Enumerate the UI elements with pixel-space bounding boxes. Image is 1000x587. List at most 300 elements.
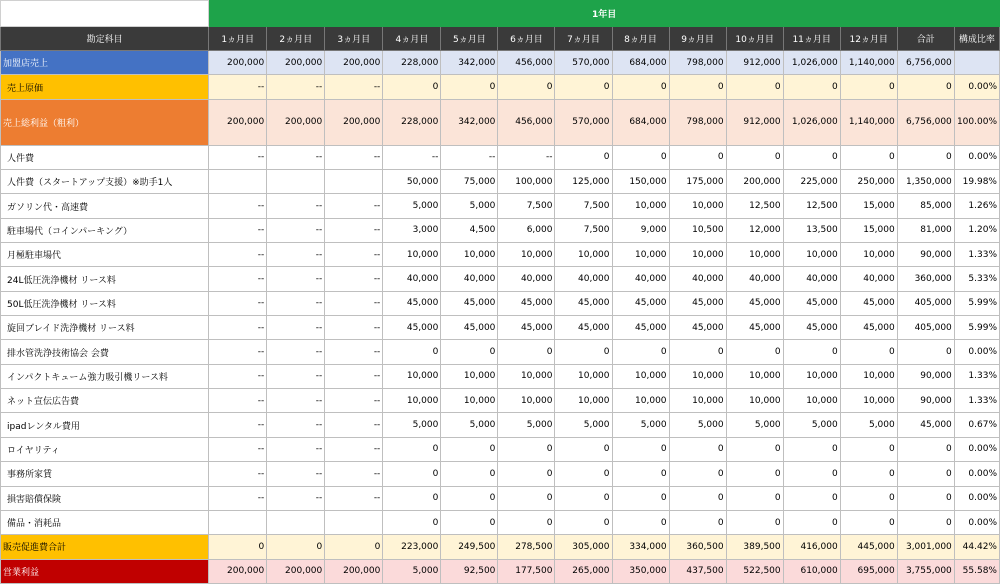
value-cell-month-1[interactable]: 200,000: [209, 559, 267, 583]
value-cell-month-8[interactable]: 350,000: [612, 559, 669, 583]
value-cell-month-8[interactable]: 5,000: [612, 413, 669, 437]
value-cell-month-6[interactable]: 0: [498, 462, 555, 486]
value-cell-month-7[interactable]: 0: [555, 75, 612, 99]
month-header-11[interactable]: 11ヵ月目: [783, 27, 840, 51]
ratio-cell[interactable]: 1.33%: [954, 364, 999, 388]
month-header-8[interactable]: 8ヵ月目: [612, 27, 669, 51]
value-cell-month-10[interactable]: 0: [726, 75, 783, 99]
value-cell-month-4[interactable]: 5,000: [383, 413, 441, 437]
total-cell[interactable]: 81,000: [897, 218, 954, 242]
value-cell-month-10[interactable]: 0: [726, 462, 783, 486]
value-cell-month-6[interactable]: 100,000: [498, 170, 555, 194]
row-label[interactable]: 50L低圧洗浄機材 リース料: [1, 291, 209, 315]
total-cell[interactable]: 90,000: [897, 389, 954, 413]
value-cell-month-10[interactable]: 200,000: [726, 170, 783, 194]
value-cell-month-5[interactable]: 0: [441, 340, 498, 364]
value-cell-month-3[interactable]: --: [325, 194, 383, 218]
ratio-cell[interactable]: 1.33%: [954, 243, 999, 267]
value-cell-month-3[interactable]: 200,000: [325, 51, 383, 75]
value-cell-month-3[interactable]: --: [325, 291, 383, 315]
value-cell-month-1[interactable]: --: [209, 364, 267, 388]
value-cell-month-9[interactable]: 175,000: [669, 170, 726, 194]
row-label[interactable]: 売上原価: [1, 75, 209, 99]
row-label[interactable]: 損害賠償保険: [1, 486, 209, 510]
value-cell-month-8[interactable]: 9,000: [612, 218, 669, 242]
value-cell-month-4[interactable]: 0: [383, 340, 441, 364]
ratio-cell[interactable]: 5.33%: [954, 267, 999, 291]
row-label[interactable]: ネット宣伝広告費: [1, 389, 209, 413]
row-label[interactable]: 24L低圧洗浄機材 リース料: [1, 267, 209, 291]
value-cell-month-2[interactable]: --: [267, 291, 325, 315]
value-cell-month-6[interactable]: 10,000: [498, 243, 555, 267]
value-cell-month-9[interactable]: 0: [669, 437, 726, 461]
value-cell-month-3[interactable]: [325, 170, 383, 194]
value-cell-month-12[interactable]: 0: [840, 145, 897, 169]
value-cell-month-11[interactable]: 10,000: [783, 389, 840, 413]
row-label[interactable]: 旋回ブレイド洗浄機材 リース料: [1, 316, 209, 340]
value-cell-month-6[interactable]: 177,500: [498, 559, 555, 583]
value-cell-month-1[interactable]: --: [209, 437, 267, 461]
value-cell-month-4[interactable]: 5,000: [383, 194, 441, 218]
value-cell-month-6[interactable]: 10,000: [498, 389, 555, 413]
value-cell-month-5[interactable]: 10,000: [441, 389, 498, 413]
value-cell-month-7[interactable]: 7,500: [555, 218, 612, 242]
value-cell-month-4[interactable]: 0: [383, 486, 441, 510]
total-cell[interactable]: 0: [897, 340, 954, 364]
value-cell-month-3[interactable]: --: [325, 316, 383, 340]
value-cell-month-1[interactable]: 200,000: [209, 51, 267, 75]
value-cell-month-4[interactable]: 40,000: [383, 267, 441, 291]
value-cell-month-6[interactable]: 6,000: [498, 218, 555, 242]
value-cell-month-4[interactable]: 0: [383, 510, 441, 534]
value-cell-month-8[interactable]: 0: [612, 145, 669, 169]
value-cell-month-10[interactable]: 12,500: [726, 194, 783, 218]
value-cell-month-7[interactable]: 7,500: [555, 194, 612, 218]
value-cell-month-5[interactable]: 40,000: [441, 267, 498, 291]
value-cell-month-9[interactable]: 0: [669, 510, 726, 534]
month-header-2[interactable]: 2ヵ月目: [267, 27, 325, 51]
value-cell-month-9[interactable]: 10,000: [669, 389, 726, 413]
row-label[interactable]: 備品・消耗品: [1, 510, 209, 534]
value-cell-month-11[interactable]: 0: [783, 145, 840, 169]
month-header-4[interactable]: 4ヵ月目: [383, 27, 441, 51]
value-cell-month-11[interactable]: 10,000: [783, 364, 840, 388]
value-cell-month-2[interactable]: --: [267, 316, 325, 340]
value-cell-month-8[interactable]: 0: [612, 75, 669, 99]
total-cell[interactable]: 3,001,000: [897, 535, 954, 559]
total-cell[interactable]: 0: [897, 75, 954, 99]
value-cell-month-9[interactable]: 45,000: [669, 291, 726, 315]
value-cell-month-2[interactable]: 200,000: [267, 99, 325, 145]
value-cell-month-10[interactable]: 912,000: [726, 99, 783, 145]
value-cell-month-7[interactable]: 0: [555, 437, 612, 461]
value-cell-month-5[interactable]: 92,500: [441, 559, 498, 583]
month-header-10[interactable]: 10ヵ月目: [726, 27, 783, 51]
value-cell-month-3[interactable]: 200,000: [325, 99, 383, 145]
value-cell-month-4[interactable]: 0: [383, 437, 441, 461]
account-header[interactable]: 勘定科目: [1, 27, 209, 51]
total-cell[interactable]: 405,000: [897, 291, 954, 315]
value-cell-month-5[interactable]: 249,500: [441, 535, 498, 559]
value-cell-month-9[interactable]: 360,500: [669, 535, 726, 559]
value-cell-month-6[interactable]: 0: [498, 75, 555, 99]
value-cell-month-9[interactable]: 10,500: [669, 218, 726, 242]
value-cell-month-10[interactable]: 0: [726, 510, 783, 534]
value-cell-month-11[interactable]: 0: [783, 486, 840, 510]
value-cell-month-11[interactable]: 12,500: [783, 194, 840, 218]
value-cell-month-4[interactable]: 10,000: [383, 364, 441, 388]
value-cell-month-9[interactable]: 5,000: [669, 413, 726, 437]
total-cell[interactable]: 0: [897, 145, 954, 169]
value-cell-month-2[interactable]: 200,000: [267, 51, 325, 75]
value-cell-month-12[interactable]: 15,000: [840, 218, 897, 242]
month-header-3[interactable]: 3ヵ月目: [325, 27, 383, 51]
value-cell-month-12[interactable]: 695,000: [840, 559, 897, 583]
value-cell-month-3[interactable]: 0: [325, 535, 383, 559]
value-cell-month-4[interactable]: 5,000: [383, 559, 441, 583]
value-cell-month-5[interactable]: 0: [441, 462, 498, 486]
total-cell[interactable]: 405,000: [897, 316, 954, 340]
value-cell-month-1[interactable]: --: [209, 316, 267, 340]
value-cell-month-11[interactable]: 0: [783, 75, 840, 99]
total-cell[interactable]: 6,756,000: [897, 51, 954, 75]
ratio-cell[interactable]: 0.67%: [954, 413, 999, 437]
value-cell-month-11[interactable]: 610,000: [783, 559, 840, 583]
month-header-12[interactable]: 12ヵ月目: [840, 27, 897, 51]
value-cell-month-10[interactable]: 389,500: [726, 535, 783, 559]
value-cell-month-9[interactable]: 798,000: [669, 99, 726, 145]
value-cell-month-5[interactable]: 0: [441, 75, 498, 99]
value-cell-month-11[interactable]: 0: [783, 462, 840, 486]
value-cell-month-5[interactable]: 10,000: [441, 364, 498, 388]
value-cell-month-8[interactable]: 0: [612, 462, 669, 486]
value-cell-month-12[interactable]: 1,140,000: [840, 99, 897, 145]
value-cell-month-11[interactable]: 1,026,000: [783, 99, 840, 145]
value-cell-month-7[interactable]: 40,000: [555, 267, 612, 291]
value-cell-month-11[interactable]: 0: [783, 437, 840, 461]
total-cell[interactable]: 3,755,000: [897, 559, 954, 583]
value-cell-month-8[interactable]: 0: [612, 437, 669, 461]
value-cell-month-1[interactable]: --: [209, 291, 267, 315]
value-cell-month-1[interactable]: 0: [209, 535, 267, 559]
value-cell-month-6[interactable]: 10,000: [498, 364, 555, 388]
value-cell-month-5[interactable]: 45,000: [441, 291, 498, 315]
value-cell-month-1[interactable]: --: [209, 243, 267, 267]
value-cell-month-5[interactable]: 75,000: [441, 170, 498, 194]
value-cell-month-3[interactable]: --: [325, 437, 383, 461]
value-cell-month-1[interactable]: --: [209, 486, 267, 510]
value-cell-month-2[interactable]: --: [267, 389, 325, 413]
value-cell-month-8[interactable]: 0: [612, 340, 669, 364]
total-cell[interactable]: 1,350,000: [897, 170, 954, 194]
value-cell-month-12[interactable]: 0: [840, 75, 897, 99]
value-cell-month-9[interactable]: 0: [669, 486, 726, 510]
value-cell-month-10[interactable]: 0: [726, 486, 783, 510]
value-cell-month-7[interactable]: 570,000: [555, 51, 612, 75]
value-cell-month-10[interactable]: 45,000: [726, 291, 783, 315]
value-cell-month-5[interactable]: 10,000: [441, 243, 498, 267]
value-cell-month-2[interactable]: --: [267, 364, 325, 388]
value-cell-month-10[interactable]: 0: [726, 340, 783, 364]
value-cell-month-7[interactable]: 0: [555, 510, 612, 534]
value-cell-month-5[interactable]: 5,000: [441, 413, 498, 437]
value-cell-month-8[interactable]: 0: [612, 510, 669, 534]
value-cell-month-7[interactable]: 570,000: [555, 99, 612, 145]
ratio-cell[interactable]: 0.00%: [954, 486, 999, 510]
value-cell-month-10[interactable]: 45,000: [726, 316, 783, 340]
blank-cell[interactable]: [1, 1, 209, 27]
value-cell-month-6[interactable]: 45,000: [498, 291, 555, 315]
ratio-header[interactable]: 構成比率: [954, 27, 999, 51]
value-cell-month-4[interactable]: 3,000: [383, 218, 441, 242]
total-cell[interactable]: 0: [897, 437, 954, 461]
value-cell-month-3[interactable]: --: [325, 413, 383, 437]
value-cell-month-10[interactable]: 0: [726, 145, 783, 169]
value-cell-month-10[interactable]: 12,000: [726, 218, 783, 242]
value-cell-month-7[interactable]: 0: [555, 145, 612, 169]
month-header-7[interactable]: 7ヵ月目: [555, 27, 612, 51]
value-cell-month-3[interactable]: --: [325, 75, 383, 99]
value-cell-month-4[interactable]: 223,000: [383, 535, 441, 559]
total-cell[interactable]: 0: [897, 510, 954, 534]
value-cell-month-2[interactable]: 200,000: [267, 559, 325, 583]
value-cell-month-1[interactable]: --: [209, 218, 267, 242]
row-label[interactable]: 加盟店売上: [1, 51, 209, 75]
value-cell-month-1[interactable]: --: [209, 340, 267, 364]
value-cell-month-2[interactable]: --: [267, 194, 325, 218]
value-cell-month-5[interactable]: 0: [441, 510, 498, 534]
value-cell-month-4[interactable]: 45,000: [383, 291, 441, 315]
value-cell-month-8[interactable]: 45,000: [612, 316, 669, 340]
ratio-cell[interactable]: 1.33%: [954, 389, 999, 413]
value-cell-month-10[interactable]: 10,000: [726, 364, 783, 388]
value-cell-month-4[interactable]: --: [383, 145, 441, 169]
value-cell-month-8[interactable]: 0: [612, 486, 669, 510]
value-cell-month-9[interactable]: 0: [669, 340, 726, 364]
value-cell-month-11[interactable]: 225,000: [783, 170, 840, 194]
value-cell-month-9[interactable]: 0: [669, 145, 726, 169]
value-cell-month-6[interactable]: 5,000: [498, 413, 555, 437]
ratio-cell[interactable]: 0.00%: [954, 75, 999, 99]
row-label[interactable]: インパクトキューム強力吸引機リース料: [1, 364, 209, 388]
value-cell-month-2[interactable]: --: [267, 75, 325, 99]
value-cell-month-10[interactable]: 5,000: [726, 413, 783, 437]
value-cell-month-4[interactable]: 10,000: [383, 389, 441, 413]
value-cell-month-1[interactable]: --: [209, 267, 267, 291]
value-cell-month-3[interactable]: --: [325, 145, 383, 169]
row-label[interactable]: 人件費（スタートアップ支援）※助手1人: [1, 170, 209, 194]
total-cell[interactable]: 45,000: [897, 413, 954, 437]
value-cell-month-7[interactable]: 10,000: [555, 389, 612, 413]
ratio-cell[interactable]: 0.00%: [954, 462, 999, 486]
value-cell-month-2[interactable]: --: [267, 340, 325, 364]
total-cell[interactable]: 0: [897, 462, 954, 486]
value-cell-month-6[interactable]: 7,500: [498, 194, 555, 218]
value-cell-month-7[interactable]: 0: [555, 462, 612, 486]
value-cell-month-7[interactable]: 0: [555, 486, 612, 510]
month-header-5[interactable]: 5ヵ月目: [441, 27, 498, 51]
ratio-cell[interactable]: 0.00%: [954, 510, 999, 534]
value-cell-month-12[interactable]: 15,000: [840, 194, 897, 218]
value-cell-month-12[interactable]: 10,000: [840, 389, 897, 413]
value-cell-month-1[interactable]: [209, 170, 267, 194]
total-cell[interactable]: 90,000: [897, 364, 954, 388]
value-cell-month-11[interactable]: 45,000: [783, 291, 840, 315]
value-cell-month-3[interactable]: --: [325, 389, 383, 413]
row-label[interactable]: 販売促進費合計: [1, 535, 209, 559]
value-cell-month-7[interactable]: 0: [555, 340, 612, 364]
value-cell-month-3[interactable]: 200,000: [325, 559, 383, 583]
value-cell-month-8[interactable]: 45,000: [612, 291, 669, 315]
row-label[interactable]: 売上総利益（粗利）: [1, 99, 209, 145]
value-cell-month-11[interactable]: 10,000: [783, 243, 840, 267]
value-cell-month-2[interactable]: --: [267, 486, 325, 510]
value-cell-month-2[interactable]: --: [267, 243, 325, 267]
value-cell-month-3[interactable]: --: [325, 364, 383, 388]
value-cell-month-1[interactable]: [209, 510, 267, 534]
value-cell-month-6[interactable]: 278,500: [498, 535, 555, 559]
value-cell-month-4[interactable]: 228,000: [383, 99, 441, 145]
value-cell-month-2[interactable]: --: [267, 145, 325, 169]
value-cell-month-7[interactable]: 45,000: [555, 291, 612, 315]
month-header-1[interactable]: 1ヵ月目: [209, 27, 267, 51]
value-cell-month-8[interactable]: 684,000: [612, 51, 669, 75]
value-cell-month-6[interactable]: 0: [498, 510, 555, 534]
value-cell-month-6[interactable]: 40,000: [498, 267, 555, 291]
value-cell-month-12[interactable]: 0: [840, 462, 897, 486]
value-cell-month-7[interactable]: 265,000: [555, 559, 612, 583]
value-cell-month-2[interactable]: [267, 170, 325, 194]
month-header-6[interactable]: 6ヵ月目: [498, 27, 555, 51]
value-cell-month-8[interactable]: 684,000: [612, 99, 669, 145]
row-label[interactable]: ガソリン代・高速費: [1, 194, 209, 218]
value-cell-month-2[interactable]: --: [267, 437, 325, 461]
value-cell-month-3[interactable]: [325, 510, 383, 534]
value-cell-month-3[interactable]: --: [325, 243, 383, 267]
value-cell-month-12[interactable]: 10,000: [840, 243, 897, 267]
value-cell-month-3[interactable]: --: [325, 462, 383, 486]
value-cell-month-1[interactable]: --: [209, 389, 267, 413]
value-cell-month-1[interactable]: --: [209, 194, 267, 218]
value-cell-month-2[interactable]: --: [267, 267, 325, 291]
value-cell-month-11[interactable]: 13,500: [783, 218, 840, 242]
total-cell[interactable]: 85,000: [897, 194, 954, 218]
value-cell-month-12[interactable]: 1,140,000: [840, 51, 897, 75]
ratio-cell[interactable]: 100.00%: [954, 99, 999, 145]
ratio-cell[interactable]: 19.98%: [954, 170, 999, 194]
value-cell-month-5[interactable]: 0: [441, 486, 498, 510]
ratio-cell[interactable]: 0.00%: [954, 340, 999, 364]
total-cell[interactable]: 360,000: [897, 267, 954, 291]
value-cell-month-8[interactable]: 334,000: [612, 535, 669, 559]
ratio-cell[interactable]: 1.20%: [954, 218, 999, 242]
value-cell-month-5[interactable]: --: [441, 145, 498, 169]
ratio-cell[interactable]: 44.42%: [954, 535, 999, 559]
value-cell-month-11[interactable]: 0: [783, 510, 840, 534]
total-cell[interactable]: 90,000: [897, 243, 954, 267]
value-cell-month-12[interactable]: 445,000: [840, 535, 897, 559]
value-cell-month-5[interactable]: 342,000: [441, 51, 498, 75]
value-cell-month-9[interactable]: 10,000: [669, 243, 726, 267]
value-cell-month-3[interactable]: --: [325, 267, 383, 291]
value-cell-month-12[interactable]: 0: [840, 340, 897, 364]
value-cell-month-7[interactable]: 125,000: [555, 170, 612, 194]
value-cell-month-6[interactable]: 0: [498, 437, 555, 461]
value-cell-month-12[interactable]: 0: [840, 437, 897, 461]
value-cell-month-9[interactable]: 10,000: [669, 364, 726, 388]
row-label[interactable]: 事務所家賃: [1, 462, 209, 486]
ratio-cell[interactable]: 1.26%: [954, 194, 999, 218]
value-cell-month-12[interactable]: 40,000: [840, 267, 897, 291]
value-cell-month-11[interactable]: 45,000: [783, 316, 840, 340]
total-header[interactable]: 合計: [897, 27, 954, 51]
ratio-cell[interactable]: 0.00%: [954, 437, 999, 461]
value-cell-month-11[interactable]: 1,026,000: [783, 51, 840, 75]
ratio-cell[interactable]: 5.99%: [954, 316, 999, 340]
value-cell-month-12[interactable]: 45,000: [840, 291, 897, 315]
value-cell-month-6[interactable]: --: [498, 145, 555, 169]
value-cell-month-9[interactable]: 40,000: [669, 267, 726, 291]
value-cell-month-8[interactable]: 10,000: [612, 389, 669, 413]
value-cell-month-4[interactable]: 45,000: [383, 316, 441, 340]
value-cell-month-7[interactable]: 305,000: [555, 535, 612, 559]
value-cell-month-7[interactable]: 10,000: [555, 243, 612, 267]
value-cell-month-2[interactable]: 0: [267, 535, 325, 559]
row-label[interactable]: ipadレンタル費用: [1, 413, 209, 437]
row-label[interactable]: 排水管洗浄技術協会 会費: [1, 340, 209, 364]
value-cell-month-12[interactable]: 5,000: [840, 413, 897, 437]
value-cell-month-4[interactable]: 10,000: [383, 243, 441, 267]
value-cell-month-2[interactable]: [267, 510, 325, 534]
value-cell-month-10[interactable]: 0: [726, 437, 783, 461]
value-cell-month-7[interactable]: 5,000: [555, 413, 612, 437]
value-cell-month-5[interactable]: 45,000: [441, 316, 498, 340]
value-cell-month-8[interactable]: 40,000: [612, 267, 669, 291]
value-cell-month-4[interactable]: 0: [383, 462, 441, 486]
value-cell-month-9[interactable]: 45,000: [669, 316, 726, 340]
value-cell-month-8[interactable]: 10,000: [612, 364, 669, 388]
value-cell-month-1[interactable]: --: [209, 413, 267, 437]
value-cell-month-10[interactable]: 10,000: [726, 389, 783, 413]
value-cell-month-6[interactable]: 456,000: [498, 99, 555, 145]
row-label[interactable]: 月極駐車場代: [1, 243, 209, 267]
value-cell-month-10[interactable]: 912,000: [726, 51, 783, 75]
value-cell-month-4[interactable]: 228,000: [383, 51, 441, 75]
value-cell-month-3[interactable]: --: [325, 340, 383, 364]
value-cell-month-12[interactable]: 10,000: [840, 364, 897, 388]
total-cell[interactable]: 6,756,000: [897, 99, 954, 145]
value-cell-month-3[interactable]: --: [325, 486, 383, 510]
value-cell-month-12[interactable]: 0: [840, 510, 897, 534]
value-cell-month-7[interactable]: 10,000: [555, 364, 612, 388]
value-cell-month-7[interactable]: 45,000: [555, 316, 612, 340]
ratio-cell[interactable]: 0.00%: [954, 145, 999, 169]
value-cell-month-5[interactable]: 5,000: [441, 194, 498, 218]
value-cell-month-12[interactable]: 0: [840, 486, 897, 510]
value-cell-month-2[interactable]: --: [267, 218, 325, 242]
value-cell-month-2[interactable]: --: [267, 413, 325, 437]
month-header-9[interactable]: 9ヵ月目: [669, 27, 726, 51]
value-cell-month-6[interactable]: 45,000: [498, 316, 555, 340]
value-cell-month-9[interactable]: 10,000: [669, 194, 726, 218]
value-cell-month-10[interactable]: 10,000: [726, 243, 783, 267]
value-cell-month-9[interactable]: 0: [669, 75, 726, 99]
value-cell-month-9[interactable]: 437,500: [669, 559, 726, 583]
value-cell-month-1[interactable]: --: [209, 145, 267, 169]
value-cell-month-11[interactable]: 0: [783, 340, 840, 364]
row-label[interactable]: ロイヤリティ: [1, 437, 209, 461]
value-cell-month-3[interactable]: --: [325, 218, 383, 242]
